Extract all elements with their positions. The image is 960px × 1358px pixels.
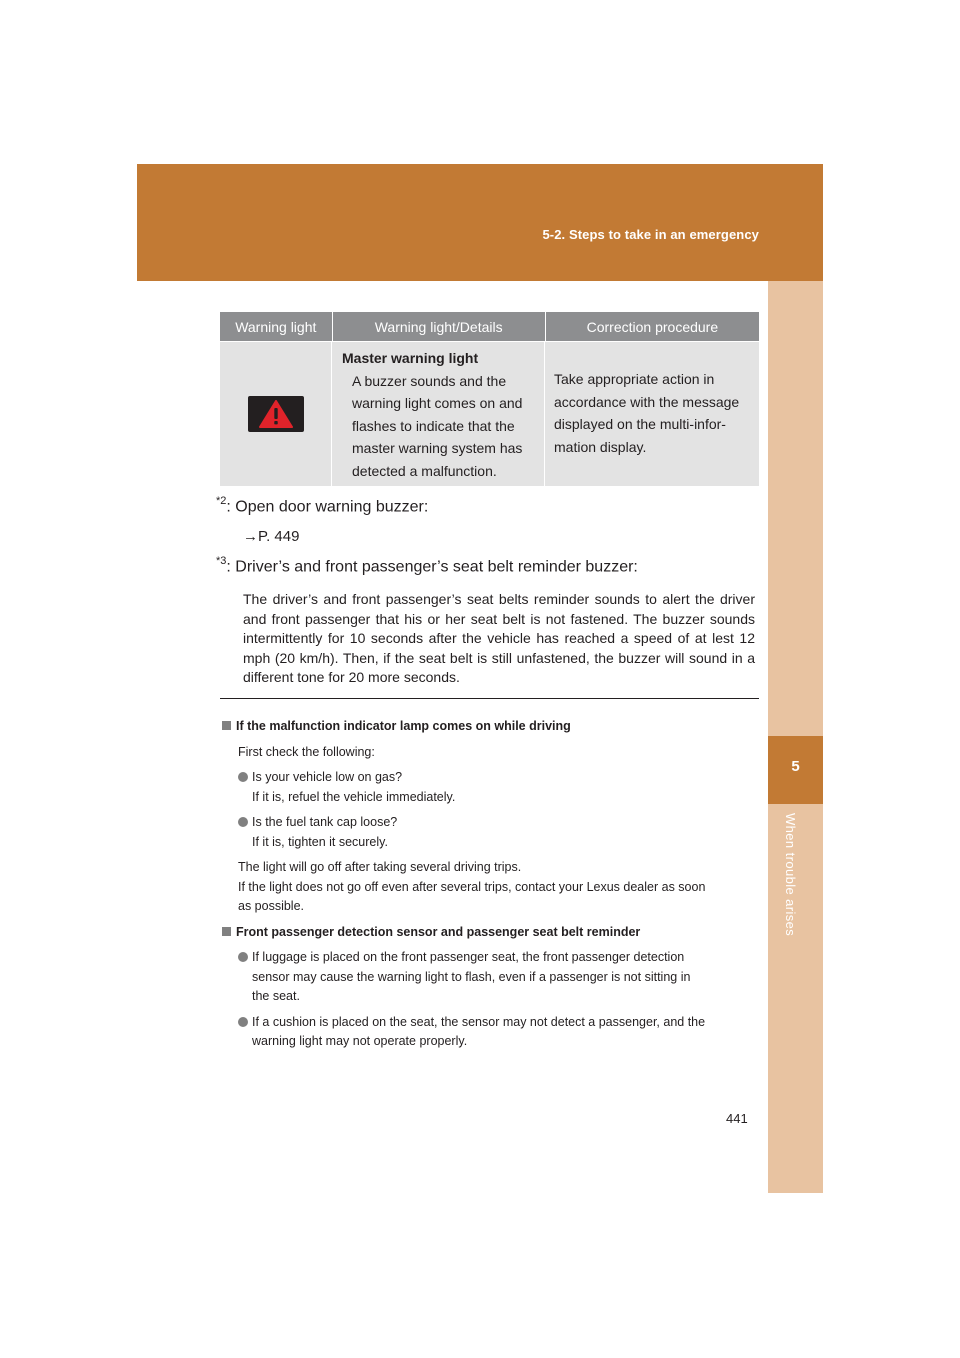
correction-line: Take appropriate action in — [554, 371, 715, 387]
master-warning-indicator — [248, 396, 304, 432]
bullet-icon — [238, 772, 248, 782]
note-text: as possible. — [238, 899, 305, 913]
list-item-text: sensor may cause the warning light to flash, even if a passenger is not sitting in — [252, 969, 691, 984]
list-item-text: If it is, refuel the vehicle immediately. — [252, 789, 456, 804]
details-title: Master warning light — [342, 350, 479, 366]
table-row — [220, 342, 759, 486]
header-band — [137, 164, 823, 281]
bullet-icon — [238, 1017, 248, 1027]
note-heading: Front passenger detection sensor and passenger seat belt reminder — [222, 923, 758, 943]
correction-line: displayed on the multi-infor- — [554, 416, 726, 432]
list-item: Is the fuel tank cap loose? — [238, 813, 758, 833]
square-bullet-icon — [222, 927, 231, 936]
footnote-text: : Open door warning buzzer: — [226, 498, 429, 516]
header-correction: Correction procedure — [586, 318, 719, 335]
page-number: 441 — [726, 1111, 748, 1126]
section-divider — [220, 698, 759, 699]
footnote-mark: *2 — [216, 495, 227, 507]
list-item: Is your vehicle low on gas? — [238, 768, 758, 788]
list-item: If a cushion is placed on the seat, the sensor may not detect a passenger, and the — [238, 1013, 758, 1033]
note-text: The light will go off after taking several driving trips. — [238, 860, 522, 874]
header-warning-light: Warning light — [220, 312, 333, 341]
correction-cell — [545, 342, 759, 486]
warning-light-table — [220, 312, 759, 486]
icon-cell — [220, 342, 332, 486]
section-title: 5-2. Steps to take in an emergency — [542, 227, 759, 242]
notes-section — [222, 717, 758, 1052]
bullet-icon — [238, 952, 248, 962]
details-cell — [332, 342, 545, 486]
header-details: Warning light/Details — [333, 312, 546, 341]
correction-line: accordance with the message — [554, 393, 740, 410]
note-text: If the light does not go off even after several trips, contact your Lexus dealer as soon — [238, 879, 706, 894]
square-bullet-icon — [222, 721, 231, 730]
list-item-text: warning light may not operate properly. — [252, 1034, 468, 1048]
list-item-text: the seat. — [252, 989, 300, 1003]
list-item: If luggage is placed on the front passenger seat, the front passenger detection — [238, 948, 758, 968]
chapter-number: 5 — [791, 758, 800, 775]
correction-line: mation display. — [554, 438, 647, 455]
details-line: detected a malfunction. — [352, 462, 497, 479]
footnote-body: The driver’s and front passenger’s seat belts reminder sounds to alert the driver and front passenger that his or her seat belt is not fastened. The buzzer sounds intermittently for 10 seconds after the vehicle has reached a speed of at lest 12 mph (20 km/h). Then, if the seat belt is still unfastened, the buzzer will sound in a different tone for 20 more seconds. — [243, 591, 755, 685]
footnote-3 — [216, 556, 638, 576]
warning-triangle-icon — [259, 400, 293, 428]
details-line: flashes to indicate that the — [352, 417, 515, 434]
note-text: First check the following: — [238, 744, 375, 759]
table-header — [220, 312, 759, 341]
details-line: warning light comes on and — [352, 395, 523, 411]
chapter-title: When trouble arises — [783, 813, 798, 937]
note-heading: If the malfunction indicator lamp comes on while driving — [222, 717, 758, 737]
footnote-2 — [216, 496, 428, 516]
details-line: A buzzer sounds and the — [352, 372, 507, 389]
page-reference-link[interactable]: →P. 449 — [243, 528, 300, 545]
footnote-mark: *3 — [216, 555, 227, 567]
details-line: master warning system has — [352, 440, 523, 456]
list-item-text: If it is, tighten it securely. — [252, 834, 388, 849]
footnote-text: : Driver’s and front passenger’s seat belt reminder buzzer: — [226, 558, 638, 576]
bullet-icon — [238, 817, 248, 827]
chapter-tab — [768, 736, 823, 804]
